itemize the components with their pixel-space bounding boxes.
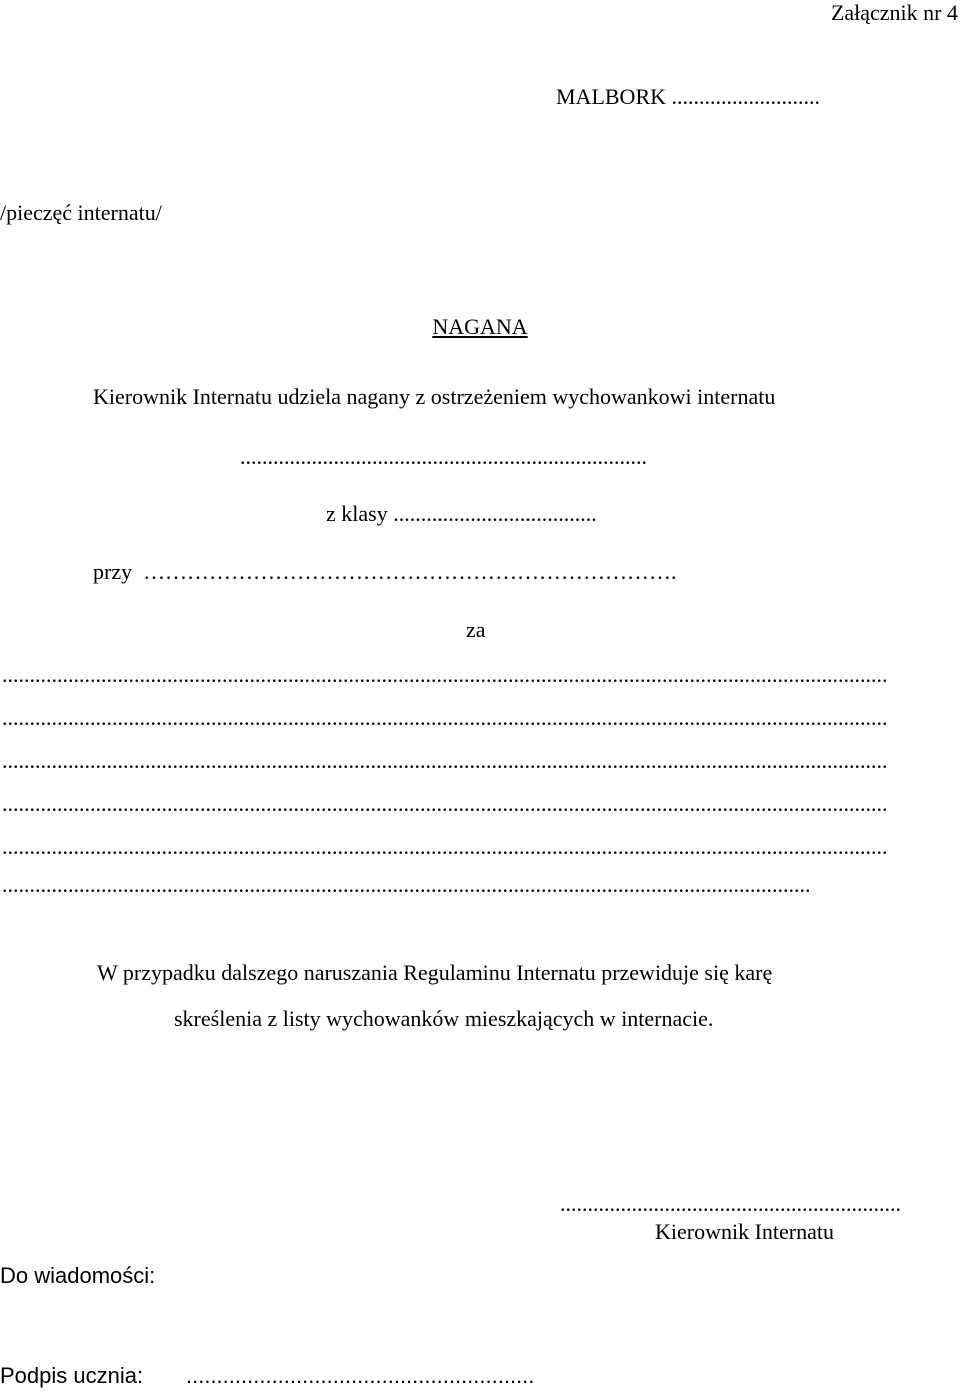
za-label: za (466, 617, 486, 642)
reason-line: ................................................................................................................................................................. (2, 793, 888, 815)
do-wiadomosci-label: Do wiadomości: (0, 1263, 156, 1288)
place-date: MALBORK ........................... (556, 86, 821, 108)
student-signature-line: ......................................................... (186, 1365, 535, 1387)
class-field: z klasy ..................................... (326, 501, 597, 526)
signature-label: Kierownik Internatu (655, 1219, 834, 1244)
przy-field: ………………………………………………………………. (143, 561, 677, 583)
student-signature-label: Podpis ucznia: (0, 1363, 144, 1388)
intro-text: Kierownik Internatu udziela nagany z ostrzeżeniem wychowankowi internatu (93, 384, 776, 409)
reason-line: ................................................................................................................................................................. (2, 750, 888, 772)
reason-line: ................................................................................................................................................................. (2, 707, 888, 729)
reason-line: ................................................................................................................................................................. (2, 836, 888, 858)
attachment-label: Załącznik nr 4 (830, 0, 958, 25)
warning-line-2: skreślenia z listy wychowanków mieszkających w internacie. (174, 1006, 714, 1031)
przy-label: przy (93, 559, 133, 584)
student-name-field: .......................................................................... (240, 446, 647, 468)
warning-line-1: W przypadku dalszego naruszania Regulaminu Internatu przewiduje się karę (97, 960, 773, 985)
stamp-label: /pieczęć internatu/ (0, 200, 162, 225)
document-title: NAGANA (432, 314, 528, 339)
reason-line: ................................................................................................................................................... (2, 874, 811, 896)
signature-line: .............................................................. (560, 1193, 901, 1215)
reason-line: ................................................................................................................................................................. (2, 664, 888, 686)
